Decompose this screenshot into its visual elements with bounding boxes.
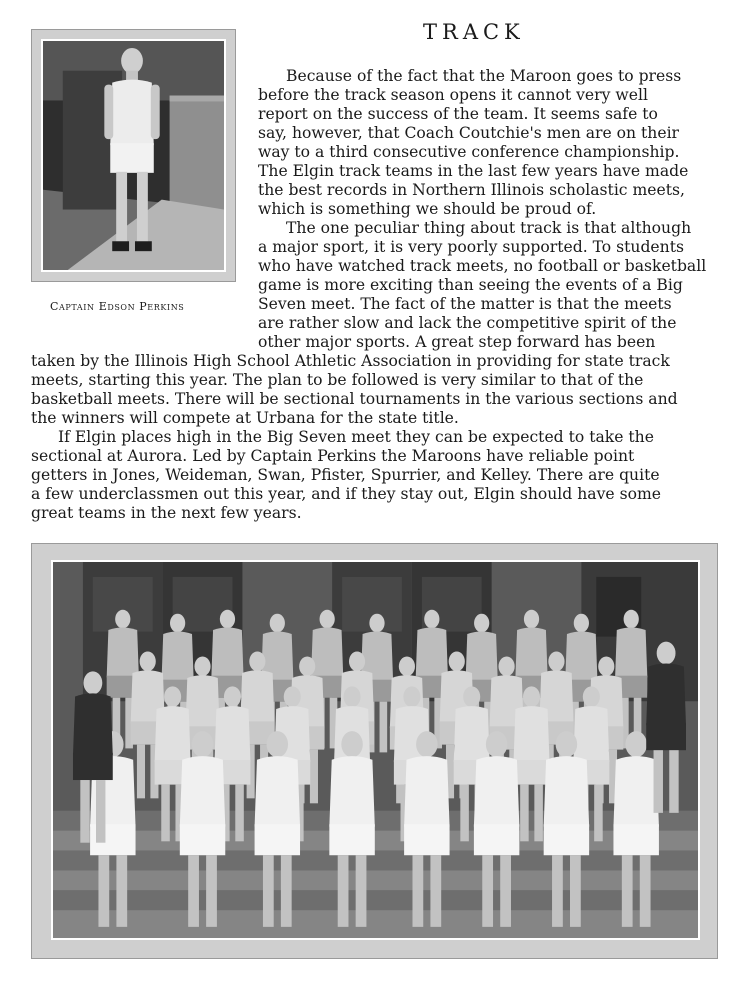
page-title: TRACK <box>423 20 525 44</box>
text-line: The Elgin track teams in the last few years have made <box>258 162 689 180</box>
text-line: which is something we should be proud of. <box>258 200 597 218</box>
captain-portrait-image <box>41 39 226 272</box>
team-photo-image <box>51 560 700 940</box>
text-line: before the track season opens it cannot very well <box>258 86 648 104</box>
text-line: If Elgin places high in the Big Seven meet they can be expected to take the <box>58 428 654 446</box>
text-line: say, however, that Coach Coutchie's men are on their <box>258 124 680 142</box>
text-line: who have watched track meets, no football or basketball <box>258 257 707 275</box>
text-line: basketball meets. There will be sectional tournaments in the various sections and <box>31 390 678 408</box>
text-line: way to a third consecutive conference championship. <box>258 143 680 161</box>
text-line: report on the success of the team. It seems safe to <box>258 105 658 123</box>
text-line: are rather slow and lack the competitive spirit of the <box>258 314 677 332</box>
text-line: getters in Jones, Weideman, Swan, Pfister, Spurrier, and Kelley. There are quite <box>31 466 660 484</box>
text-line: The one peculiar thing about track is that although <box>286 219 692 237</box>
text-line: a major sport, it is very poorly supported. To students <box>258 238 684 256</box>
text-line: game is more exciting than seeing the events of a Big <box>258 276 683 294</box>
team-photo <box>31 543 718 959</box>
text-line: taken by the Illinois High School Athletic Association in providing for state track <box>31 352 670 370</box>
text-line: the best records in Northern Illinois scholastic meets, <box>258 181 685 199</box>
text-line: the winners will compete at Urbana for the state title. <box>31 409 459 427</box>
text-line: a few underclassmen out this year, and if they stay out, Elgin should have some <box>31 485 661 503</box>
text-line: sectional at Aurora. Led by Captain Perkins the Maroons have reliable point <box>31 447 635 465</box>
text-line: other major sports. A great step forward has been <box>258 333 656 351</box>
captain-portrait-photo <box>31 29 236 282</box>
text-line: great teams in the next few years. <box>31 504 302 522</box>
text-line: Because of the fact that the Maroon goes to press <box>286 67 682 85</box>
portrait-caption: Captain Edson Perkins <box>50 300 185 313</box>
text-line: Seven meet. The fact of the matter is that the meets <box>258 295 672 313</box>
text-line: meets, starting this year. The plan to be followed is very similar to that of the <box>31 371 644 389</box>
